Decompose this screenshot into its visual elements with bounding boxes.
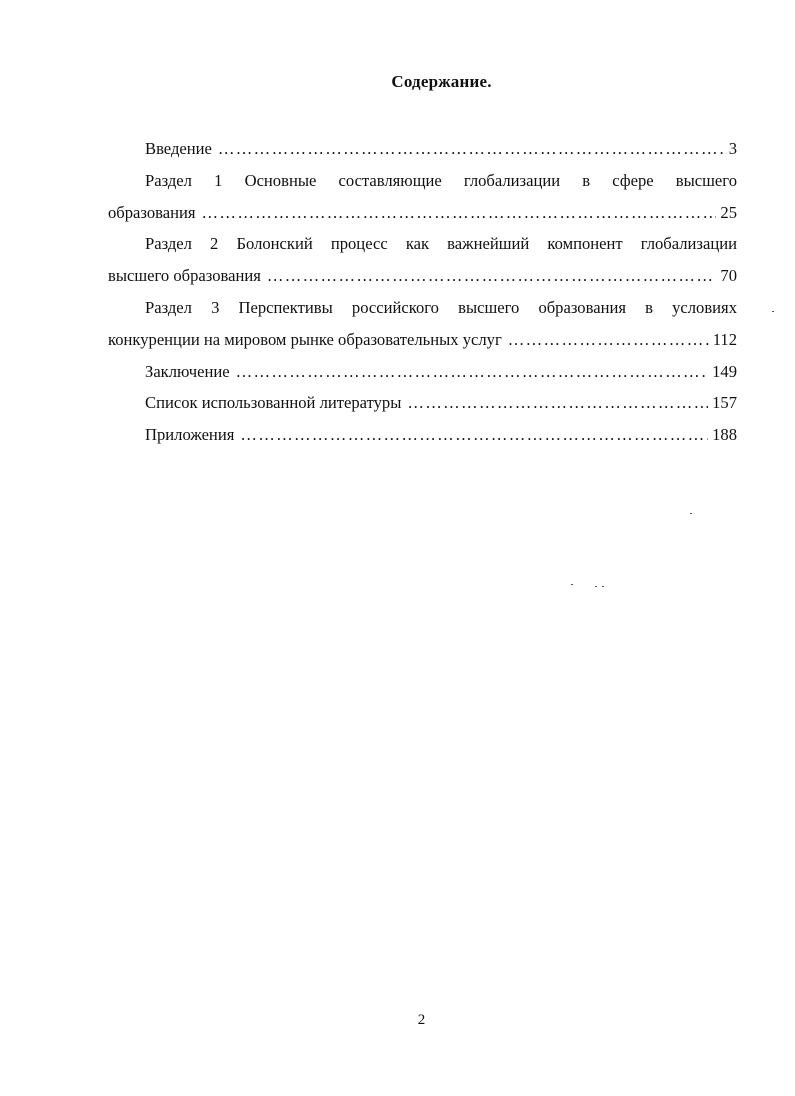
toc-entry-references [108,387,737,419]
toc-entry-section-3 [108,292,737,356]
toc-leader-dots [508,324,709,356]
toc-leader-dots [218,133,725,165]
scan-speck [602,586,604,587]
toc-entry-intro [108,133,737,165]
toc-page-number: 70 [720,266,737,286]
toc-entry-label: Раздел 2 Болонский процесс как важнейший компонент глобализации [145,234,737,254]
toc-entry-label-continued: образования [108,202,196,222]
toc-entry-label: Введение [145,139,212,158]
toc-leader-dots [267,260,717,292]
toc-entry-section-1 [108,165,737,229]
toc-entry-conclusion [108,356,737,388]
toc-page-number: 157 [712,393,737,413]
table-of-contents [108,133,737,451]
toc-leader-dots [236,356,708,388]
scan-speck [772,311,774,312]
toc-entry-label: Заключение [145,361,230,381]
toc-entry-label: Раздел 1 Основные составляющие глобализации в сфере высшего [145,170,737,190]
toc-entry-section-2 [108,228,737,292]
toc-entry-label: Раздел 3 Перспективы российского высшего образования в условиях [145,297,737,317]
page-number: 2 [417,1012,426,1028]
scan-speck [690,513,692,514]
toc-page-number: 149 [712,361,737,381]
toc-page-number: 25 [720,202,737,222]
toc-page-number: 3 [728,139,737,158]
scan-speck [595,586,597,587]
toc-entry-label-continued: конкуренции на мировом рынке образовательных услуг [108,329,502,349]
page-title: Содержание. [391,72,492,91]
toc-leader-dots [407,387,708,419]
toc-page-number: 188 [712,425,737,445]
toc-entry-label: Список использованной литературы [145,393,402,413]
toc-entry-label-continued: высшего образования [108,266,261,286]
toc-entry-appendices [108,419,737,451]
toc-leader-dots [240,419,708,451]
toc-leader-dots [202,197,717,229]
toc-page-number: 112 [712,329,737,349]
toc-entry-label: Приложения [145,425,235,445]
scan-speck [571,584,573,585]
